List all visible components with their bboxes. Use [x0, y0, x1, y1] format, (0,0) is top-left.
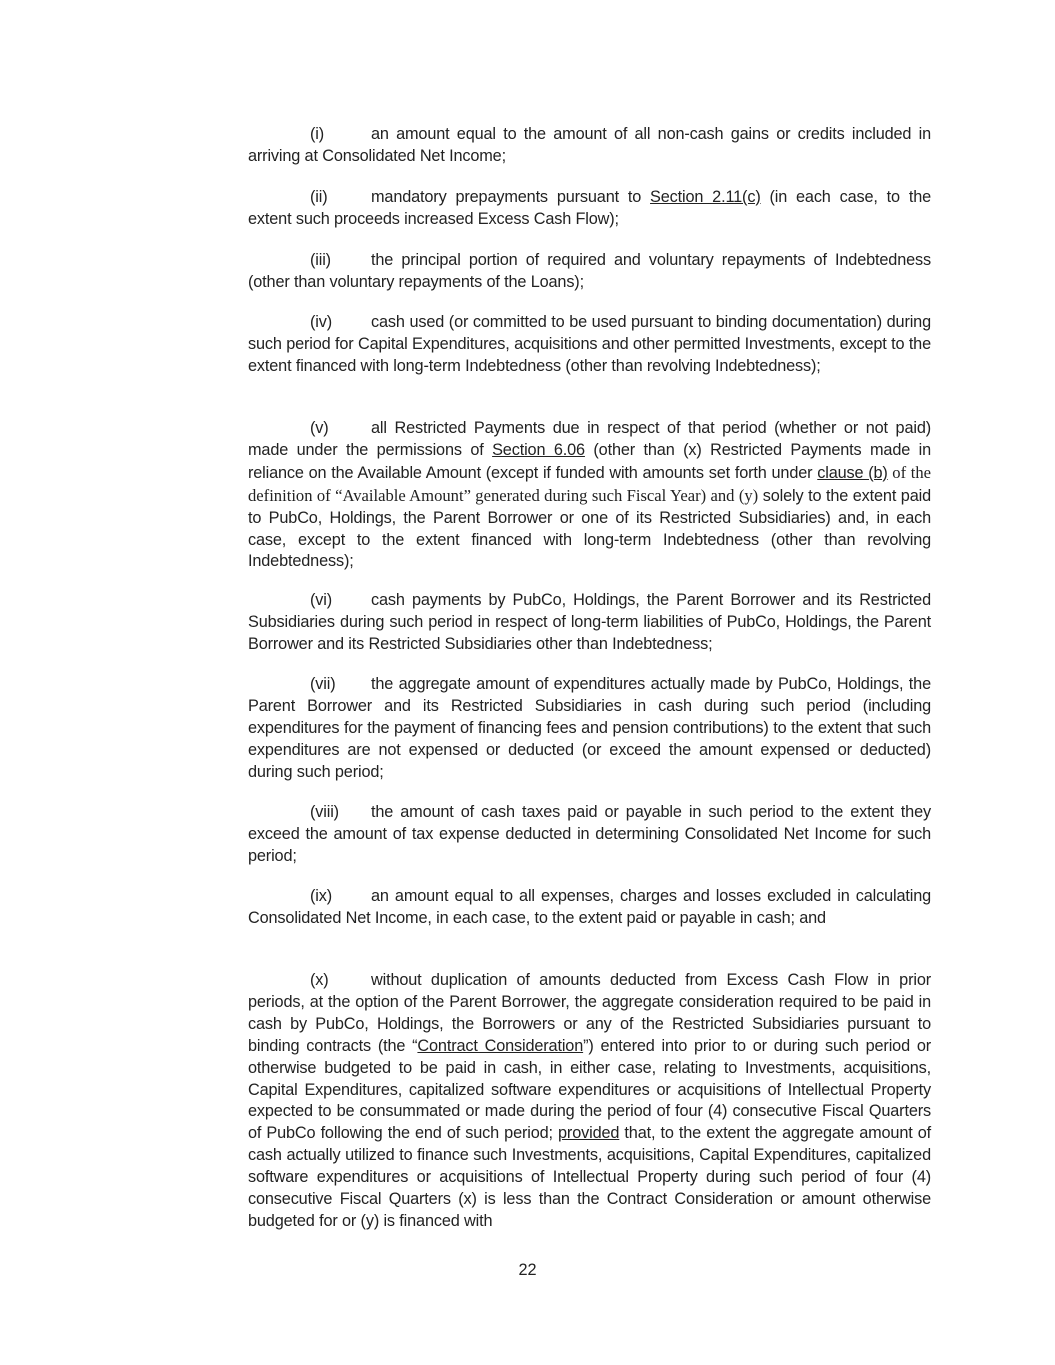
page-number: 22: [518, 1261, 537, 1279]
clause-text: (in each case, to the extent such proceeds increased Excess Cash Flow);: [248, 188, 931, 228]
clause-vi: [248, 590, 931, 656]
clause-text: the amount of cash taxes paid or payable in such period to the extent they exceed the amount of tax expense deducted in determining Consolidated Net Income for such period;: [248, 803, 931, 865]
clause-v: [248, 418, 931, 573]
clause-label: (viii): [310, 803, 339, 821]
clause-label: (vi): [310, 591, 333, 609]
clause-iii: [248, 250, 931, 294]
clause-ix: [248, 886, 931, 930]
clause-text: without duplication of amounts deducted from Excess Cash Flow in prior periods, at the option of the Parent Borrower, the aggregate consideration required to be paid in cash by PubCo, Holdings, the Borrowers or any of the Restricted Subsidiaries pursuant to binding contracts (the “: [248, 971, 931, 1055]
clause-text: cash used (or committed to be used pursuant to binding documentation) during such period for Capital Expenditures, acquisitions and other permitted Investments, except to the extent financed with long-term Indebtedness (other than revolving Indebtedness);: [248, 313, 931, 375]
clause-text: all Restricted Payments due in respect of that period (whether or not paid) made under the permissions of: [248, 419, 931, 459]
clause-text: (other than (x) Restricted Payments made in reliance on the Available Amount (except if funded with amounts set forth under: [248, 440, 932, 482]
clause-text: mandatory prepayments pursuant to: [371, 188, 651, 206]
clause-reference-link[interactable]: clause (b): [817, 463, 888, 482]
section-reference-link[interactable]: Section 2.11(c): [650, 188, 761, 206]
clause-label: (v): [310, 419, 329, 437]
proviso-term: provided: [558, 1124, 620, 1143]
clause-i: [248, 124, 931, 168]
clause-label: (ii): [310, 188, 328, 206]
clause-text: an amount equal to the amount of all non-cash gains or credits included in arriving at Consolidated Net Income;: [248, 125, 931, 165]
clause-iv: [248, 312, 931, 378]
clause-text: the aggregate amount of expenditures actually made by PubCo, Holdings, the Parent Borrower and its Restricted Subsidiaries in cash during such period (including expenditures for the payment of financing fees and pension contributions) to the extent that such expenditures are not expensed or deducted (or exceed the amount expensed or deducted) during such period;: [248, 675, 931, 781]
clause-label: (ix): [310, 887, 333, 905]
clause-text: that, to the extent the aggregate amount of cash actually utilized to finance such Investments, acquisitions, Capital Expenditures, capitalized software expenditures or acquisitions of Intellectual Property during such period of four (4) consecutive Fiscal Quarters (x) is less than the Contract Consideration or amount otherwise budgeted for or (y) is financed with: [248, 1124, 931, 1230]
section-reference-link[interactable]: Section 6.06: [492, 440, 585, 459]
clause-label: (iv): [310, 313, 333, 331]
clause-x: [248, 970, 931, 1233]
clause-label: (vii): [310, 675, 336, 693]
clause-text: an amount equal to all expenses, charges and losses excluded in calculating Consolidated Net Income, in each case, to the extent paid or payable in cash; and: [248, 887, 931, 927]
clause-viii: [248, 802, 931, 868]
clause-text: solely to the extent paid to PubCo, Holdings, the Parent Borrower or one of its Restricted Subsidiaries) and, in each case, except to the extent financed with long-term Indebtedness (other than revolving Indebtedness);: [248, 486, 931, 571]
clause-text: cash payments by PubCo, Holdings, the Parent Borrower and its Restricted Subsidiaries during such period in respect of long-term liabilities of PubCo, Holdings, the Parent Borrower and its Restricted Subsidiaries other than Indebtedness;: [248, 591, 931, 653]
clause-label: (i): [310, 125, 325, 143]
clause-text: of the definition of “Available Amount” generated during such Fiscal Year) and (y): [248, 462, 931, 505]
clause-vii: [248, 674, 931, 784]
clause-label: (iii): [310, 251, 331, 269]
defined-term-link[interactable]: Contract Consideration: [417, 1036, 584, 1055]
clause-text: ”) entered into prior to or during such period or otherwise budgeted to be paid in cash, in either case, relating to Investments, acquisitions, Capital Expenditures, capitalized software expenditures or acquisitions of Intellectual Property expected to be consummated or made during the period of four (4) consecutive Fiscal Quarters of PubCo following the end of such period;: [248, 1036, 932, 1143]
clause-ii: [248, 187, 931, 231]
clause-text: the principal portion of required and voluntary repayments of Indebtedness (other than voluntary repayments of the Loans);: [248, 251, 931, 291]
clause-label: (x): [310, 971, 329, 989]
